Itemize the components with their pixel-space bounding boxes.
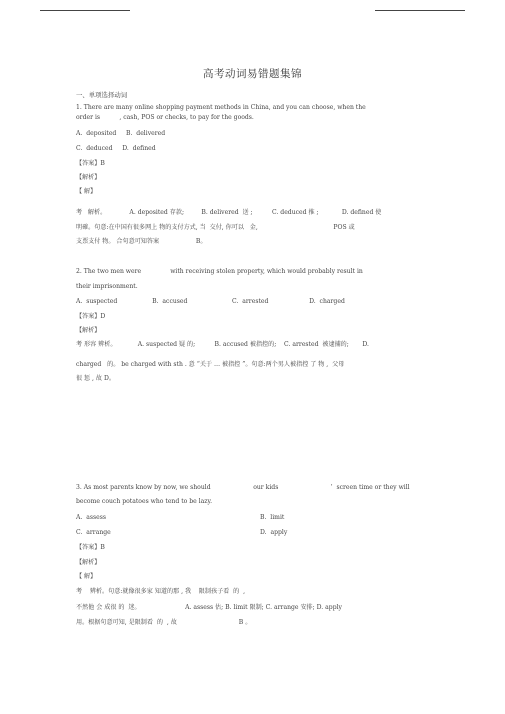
q1-options-cd: C. deduced D. defined [76, 145, 156, 152]
q2-stem-line-2: their imprisonment. [76, 283, 138, 290]
q1-explanation-line-3: 支票支付 物。 合句意可知答案 B。 [76, 238, 207, 245]
q3-explanation-line-3: 用。根据句意可知, 是限制看 的 , 故 B 。 [76, 619, 252, 626]
header-rule-right [375, 10, 465, 11]
q1-stem-line-1: 1. There are many online shopping payment methods in China, and you can choose, when the [76, 104, 366, 111]
q3-analysis-label: 【解析】 [76, 559, 101, 566]
q3-explanation-line-2: 不然他 会 成很 的 迷。 A. assess 估; B. limit 限制; C. arrange 安排; D. apply [76, 604, 342, 611]
header-rule-left [40, 10, 130, 11]
q3-explanation-line-1: 考 辨析。句意:就像很多家 知道的那 , 我 限制孩子看 的 , [76, 588, 246, 595]
q2-stem-line-1: 2. The two men were with receiving stolen property, which would probably result in [76, 268, 363, 275]
q3-answer: 【答案】B [76, 544, 105, 551]
section-heading: 一、单项选择动词 [76, 91, 128, 99]
q1-jie-label: 【 解】 [76, 188, 97, 195]
q2-explanation-line-1: 考 形容 辨析。 A. suspected 疑 的; B. accused 被指控的; C. arrested 被逮捕的; D. [76, 341, 369, 348]
q3-option-a: A. assess [76, 514, 106, 521]
q2-explanation-line-3: 很 惩 , 故 D。 [76, 375, 115, 382]
q1-stem-line-2: order is , cash, POS or checks, to pay for the goods. [76, 114, 254, 121]
q1-options-ab: A. deposited B. delivered [76, 130, 166, 137]
q3-option-d: D. apply [260, 529, 288, 536]
q3-stem-line-1: 3. As most parents know by now, we should our kids ’ screen time or they will [76, 484, 410, 491]
q1-explanation-line-2: 明確。句意:在中国有很多网上 物的支付方式, 当 交付, 你可以 金, POS 或 [76, 224, 355, 231]
q3-jie-label: 【 解】 [76, 573, 97, 580]
q2-options: A. suspected B. accused C. arrested D. charged [76, 298, 345, 305]
q1-answer: 【答案】B [76, 160, 105, 167]
q1-explanation-line-1: 考 解析。 A. deposited 存款; B. delivered 送 ; C. deduced 推 ; D. defined 使 [76, 209, 382, 216]
q3-option-b: B. limit [260, 514, 285, 521]
q2-explanation-line-2: charged 的。 be charged with sth . 意 “关于 … 被指控 ”。句意:两个男人被指控 了 物 , 父母 [76, 361, 345, 368]
page-title: 高考动词易错题集锦 [203, 68, 302, 80]
q1-analysis-label: 【解析】 [76, 174, 101, 181]
q3-option-c: C. arrange [76, 529, 111, 536]
q2-answer: 【答案】D [76, 313, 106, 320]
q2-analysis-label: 【解析】 [76, 327, 101, 334]
q3-stem-line-2: become couch potatoes who tend to be lazy. [76, 498, 213, 505]
